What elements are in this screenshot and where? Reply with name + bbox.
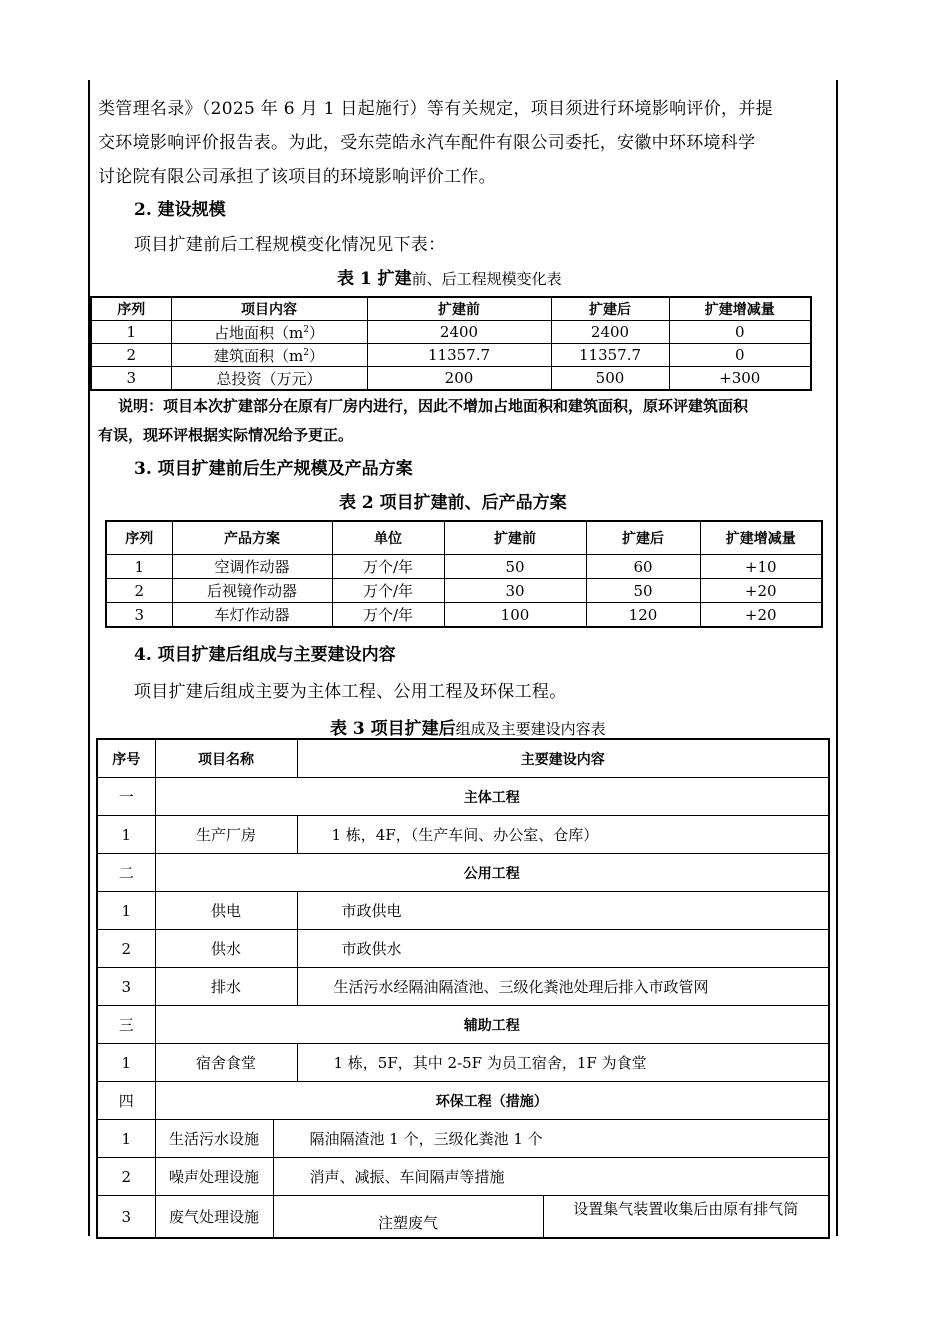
cell-delta: 0 — [669, 344, 811, 367]
cell-content: 生活污水经隔油隔渣池、三级化粪池处理后排入市政管网 — [297, 968, 829, 1006]
cell-after: 2400 — [551, 321, 669, 344]
table-row — [91, 321, 811, 344]
section-heading: 4. 项目扩建后组成与主要建设内容 — [134, 645, 396, 665]
item-close: ） — [308, 346, 324, 365]
cell-content: 1 栋，5F，其中 2-5F 为员工宿舍，1F 为食堂 — [297, 1044, 829, 1082]
table-caption — [330, 714, 606, 739]
cell-name: 生产厂房 — [155, 816, 297, 854]
cell-no: 2 — [91, 344, 171, 367]
caption-rest: 前、后工程规模变化表 — [411, 270, 562, 288]
cell-name: 废气处理设施 — [155, 1196, 273, 1239]
cell-item — [171, 344, 367, 367]
table-note: 有误，现环评根据实际情况给予更正。 — [98, 426, 354, 444]
section-no: 四 — [97, 1082, 155, 1120]
table-row — [97, 1120, 829, 1158]
cell-name: 供水 — [155, 930, 297, 968]
table-row — [97, 816, 829, 854]
cell-product: 空调作动器 — [172, 555, 332, 579]
cell-content: 市政供水 — [297, 930, 829, 968]
section-row — [97, 854, 829, 892]
cell-name: 排水 — [155, 968, 297, 1006]
cell-no: 3 — [106, 603, 172, 628]
table-row — [106, 603, 822, 628]
cell-before: 100 — [444, 603, 586, 628]
table-header: 序号 — [97, 739, 155, 778]
cell-after: 11357.7 — [551, 344, 669, 367]
cell-sub: 注塑废气 — [273, 1196, 543, 1239]
cell-no: 3 — [97, 968, 155, 1006]
cell-before: 2400 — [367, 321, 551, 344]
table-row — [106, 555, 822, 579]
superscript: 2 — [303, 347, 309, 358]
cell-no: 1 — [97, 816, 155, 854]
section-title: 公用工程 — [155, 854, 829, 892]
cell-delta: 0 — [669, 321, 811, 344]
table-header: 扩建前 — [444, 521, 586, 555]
table-header: 项目内容 — [171, 297, 367, 321]
cell-no: 2 — [97, 930, 155, 968]
composition-table — [96, 738, 830, 1239]
cell-name: 供电 — [155, 892, 297, 930]
table-header: 单位 — [332, 521, 444, 555]
cell-item: 总投资（万元） — [171, 367, 367, 391]
item-text: 建筑面积（m — [214, 346, 304, 365]
cell-delta: +20 — [700, 603, 822, 628]
paragraph-line: 交环境影响评价报告表。为此，受东莞皓永汽车配件有限公司委托，安徽中环环境科学 — [98, 133, 756, 153]
table-row — [97, 1158, 829, 1196]
cell-content: 隔油隔渣池 1 个，三级化粪池 1 个 — [273, 1120, 829, 1158]
table-row — [91, 367, 811, 391]
table-header: 扩建增减量 — [669, 297, 811, 321]
item-close: ） — [308, 323, 324, 342]
table-header: 序列 — [106, 521, 172, 555]
superscript: 2 — [303, 324, 309, 335]
section-title: 环保工程（措施） — [155, 1082, 829, 1120]
section-no: 三 — [97, 1006, 155, 1044]
table-header: 扩建增减量 — [700, 521, 822, 555]
table-header-row — [106, 521, 822, 555]
cell-no: 2 — [97, 1158, 155, 1196]
table-header: 项目名称 — [155, 739, 297, 778]
cell-content: 设置集气装置收集后由原有排气筒 — [543, 1196, 829, 1239]
cell-unit: 万个/年 — [332, 555, 444, 579]
product-table — [105, 520, 823, 628]
table-note: 说明：项目本次扩建部分在原有厂房内进行，因此不增加占地面积和建筑面积，原环评建筑面积 — [118, 397, 749, 415]
cell-delta: +10 — [700, 555, 822, 579]
table-caption — [337, 264, 562, 289]
table-caption: 表 2 项目扩建前、后产品方案 — [339, 493, 567, 513]
table-header: 扩建后 — [551, 297, 669, 321]
paragraph-line: 讨论院有限公司承担了该项目的环境影响评价工作。 — [98, 167, 496, 187]
cell-content: 1 栋，4F，（生产车间、办公室、仓库） — [297, 816, 829, 854]
table-row — [91, 344, 811, 367]
cell-after: 500 — [551, 367, 669, 391]
cell-unit: 万个/年 — [332, 603, 444, 628]
section-no: 一 — [97, 778, 155, 816]
scale-table — [90, 296, 812, 391]
cell-no: 3 — [91, 367, 171, 391]
table-header: 序列 — [91, 297, 171, 321]
table-row — [97, 930, 829, 968]
cell-content: 市政供电 — [297, 892, 829, 930]
caption-bold: 表 3 项目扩建后 — [330, 719, 456, 739]
cell-no: 2 — [106, 579, 172, 603]
cell-unit: 万个/年 — [332, 579, 444, 603]
cell-product: 后视镜作动器 — [172, 579, 332, 603]
cell-after: 60 — [586, 555, 700, 579]
cell-content: 消声、减振、车间隔声等措施 — [273, 1158, 829, 1196]
section-title: 主体工程 — [155, 778, 829, 816]
cell-name: 噪声处理设施 — [155, 1158, 273, 1196]
table-header: 扩建后 — [586, 521, 700, 555]
section-heading: 2. 建设规模 — [134, 200, 226, 220]
table-row — [97, 968, 829, 1006]
table-header-row — [97, 739, 829, 778]
table-row — [97, 892, 829, 930]
cell-product: 车灯作动器 — [172, 603, 332, 628]
section-row — [97, 1006, 829, 1044]
cell-no: 1 — [97, 1044, 155, 1082]
caption-bold: 表 1 扩建 — [337, 269, 412, 289]
cell-no: 1 — [91, 321, 171, 344]
section-row — [97, 1082, 829, 1120]
cell-no: 1 — [97, 1120, 155, 1158]
paragraph-line: 类管理名录》（2025 年 6 月 1 日起施行）等有关规定，项目须进行环境影响评价，并提 — [98, 99, 773, 119]
cell-before: 11357.7 — [367, 344, 551, 367]
section-row — [97, 778, 829, 816]
cell-delta: +300 — [669, 367, 811, 391]
cell-name: 宿舍食堂 — [155, 1044, 297, 1082]
table-header: 产品方案 — [172, 521, 332, 555]
cell-no: 1 — [106, 555, 172, 579]
section-no: 二 — [97, 854, 155, 892]
cell-name: 生活污水设施 — [155, 1120, 273, 1158]
section-intro: 项目扩建前后工程规模变化情况见下表： — [134, 235, 446, 255]
cell-after: 50 — [586, 579, 700, 603]
table-header: 扩建前 — [367, 297, 551, 321]
cell-before: 200 — [367, 367, 551, 391]
section-title: 辅助工程 — [155, 1006, 829, 1044]
cell-no: 1 — [97, 892, 155, 930]
cell-before: 30 — [444, 579, 586, 603]
cell-delta: +20 — [700, 579, 822, 603]
section-intro: 项目扩建后组成主要为主体工程、公用工程及环保工程。 — [134, 682, 567, 702]
cell-item — [171, 321, 367, 344]
cell-after: 120 — [586, 603, 700, 628]
cell-no: 3 — [97, 1196, 155, 1239]
table-header-row — [91, 297, 811, 321]
table-row — [106, 579, 822, 603]
caption-rest: 组成及主要建设内容表 — [455, 720, 606, 738]
section-heading: 3. 项目扩建前后生产规模及产品方案 — [134, 459, 413, 479]
item-text: 占地面积（m — [214, 323, 304, 342]
table-row — [97, 1196, 829, 1239]
cell-before: 50 — [444, 555, 586, 579]
table-header: 主要建设内容 — [297, 739, 829, 778]
table-row — [97, 1044, 829, 1082]
